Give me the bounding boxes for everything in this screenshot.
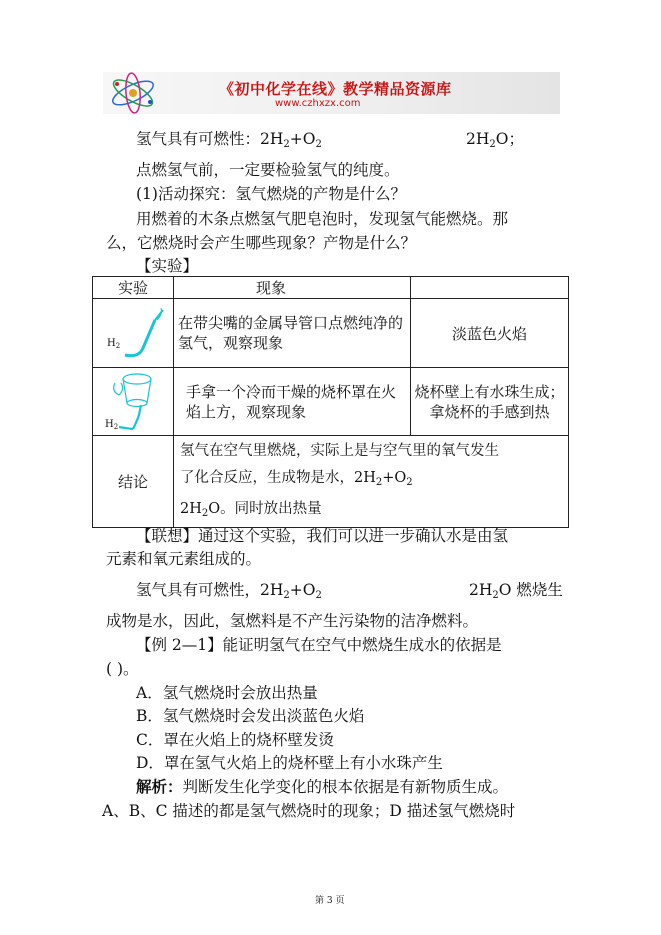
experiment-image-cell — [93, 299, 174, 368]
table-header-row — [93, 277, 569, 299]
paragraph-line: 么，它燃烧时会产生哪些现象？产物是什么？ — [106, 234, 417, 252]
table-header-cell: 实验 — [93, 277, 174, 299]
conclusion-row — [93, 436, 569, 528]
combustion-equation-line: 氢气具有可燃性，$2H_2+O_2$ — [136, 581, 322, 601]
option-d: D．罩在氢气火焰上的烧杯壁上有小水珠产生 — [136, 754, 443, 772]
combustion-product: $2H_2O$ 燃烧生 — [469, 581, 563, 601]
header-title: 《初中化学在线》教学精品资源库 — [219, 80, 452, 98]
header-banner — [103, 72, 560, 114]
experiment-description: 在带尖嘴的金属导管口点燃纯净的氢气，观察现象 — [174, 299, 411, 368]
table-row — [93, 368, 569, 436]
experiment-heading: 【实验】 — [136, 257, 199, 275]
paragraph-line: 用燃着的木条点燃氢气肥皂泡时，发现氢气能燃烧。那 — [136, 210, 509, 228]
paragraph-line: A、B、C 描述的都是氢气燃烧时的现象；D 描述氢气燃烧时 — [102, 802, 516, 820]
paragraph-line: 点燃氢气前，一定要检验氢气的纯度。 — [136, 161, 400, 179]
page-number: 第 3 页 — [315, 896, 345, 906]
result-line: 拿烧杯的手感到热 — [429, 402, 550, 421]
combustion-product: $2H_2O$； — [466, 130, 524, 150]
observation-result — [411, 368, 569, 436]
beaker-over-flame-icon — [93, 369, 173, 435]
answer-blank: ( )。 — [106, 660, 139, 678]
example-question: 【例 2—1】能证明氢气在空气中燃烧生成水的依据是 — [136, 636, 502, 654]
conclusion-text — [174, 436, 569, 528]
table-row — [93, 299, 569, 368]
header-url: www.czhxzx.com — [275, 98, 361, 109]
analysis-line: 解析：判断发生化学变化的根本依据是有新物质生成。 — [136, 777, 509, 796]
result-line: 烧杯壁上有水珠生成； — [414, 382, 565, 401]
paragraph-line: 成物是水，因此，氢燃料是不产生污染物的洁净燃料。 — [106, 612, 479, 630]
conclusion-line: 了化合反应，生成物是水，$2H_2+O_2$ — [180, 470, 413, 488]
conclusion-line: $2H_2O$。同时放出热量 — [180, 501, 322, 519]
experiment-description: 手拿一个冷而干燥的烧杯罩在火焰上方，观察现象 — [174, 368, 411, 436]
metal-tube-flame-icon — [93, 300, 173, 366]
option-a: A．氢气燃烧时会放出热量 — [136, 684, 318, 702]
conclusion-label: 结论 — [93, 436, 174, 528]
atom-logo-icon — [103, 72, 163, 114]
experiment-image-cell — [93, 368, 174, 436]
observation-result: 淡蓝色火焰 — [411, 299, 569, 368]
h2-label: $H_2$ — [107, 338, 121, 350]
analysis-label: 解析： — [136, 777, 183, 796]
h2-label: $H_2$ — [105, 418, 119, 431]
conclusion-line: 氢气在空气里燃烧，实际上是与空气里的氧气发生 — [180, 443, 499, 459]
table-header-cell — [411, 277, 569, 299]
paragraph-line: (1)活动探究：氢气燃烧的产物是什么？ — [136, 185, 406, 203]
option-b: B．氢气燃烧时会发出淡蓝色火焰 — [136, 707, 365, 725]
paragraph-line: 【联想】通过这个实验，我们可以进一步确认水是由氢 — [136, 527, 509, 545]
table-header-cell: 现象 — [174, 277, 411, 299]
experiment-table — [92, 276, 569, 528]
combustion-equation-line: 氢气具有可燃性：$2H_2+O_2$ — [136, 130, 322, 150]
paragraph-line: 元素和氧元素组成的。 — [106, 550, 262, 568]
option-c: C．罩在火焰上的烧杯壁发烫 — [136, 731, 334, 749]
